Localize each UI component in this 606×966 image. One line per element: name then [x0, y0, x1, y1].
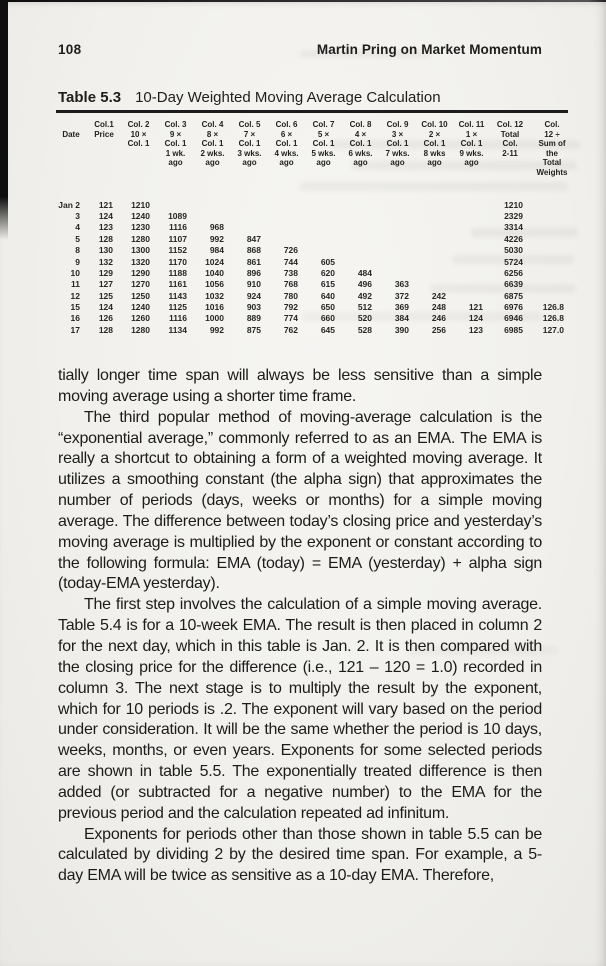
table-cell: 4226	[504, 233, 523, 244]
table-cell: 8	[75, 245, 80, 256]
table-cell: 5	[75, 233, 80, 244]
scan-edge-top	[0, 0, 606, 2]
table-row	[54, 234, 574, 245]
table-row	[54, 302, 574, 313]
table-cell: 124	[98, 210, 113, 221]
table-cell: 125	[98, 290, 113, 301]
table-cell: 246	[431, 313, 446, 324]
table-cell: 12	[70, 290, 80, 301]
table-header-line: Col. 7	[312, 120, 335, 129]
table-cell: 1210	[504, 199, 523, 210]
table-cell: 126.8	[542, 302, 564, 313]
table-cell	[453, 279, 490, 290]
table-cell	[416, 268, 453, 279]
table-cell: 3314	[504, 222, 523, 233]
table-header-line: ago	[205, 158, 220, 168]
table-cell: 1250	[131, 290, 150, 301]
table-cell: 6639	[504, 279, 523, 290]
table-header-line: Col. 5	[238, 120, 261, 129]
table-title: 10-Day Weighted Moving Average Calculation	[135, 89, 441, 106]
table-header-line: 12 ÷	[544, 129, 560, 139]
table-header-line: Sum of	[538, 139, 566, 149]
table-cell: 1161	[168, 279, 187, 290]
table-cell: 924	[246, 290, 261, 301]
body-text	[58, 366, 542, 887]
table-cell: 744	[283, 256, 298, 267]
table-cell: 1230	[131, 222, 150, 233]
table-cell	[305, 200, 342, 211]
table-cell: 128	[98, 233, 113, 244]
table-cell: 5724	[504, 256, 523, 267]
table-cell: 4	[75, 222, 80, 233]
table-cell: 520	[357, 313, 372, 324]
table-cell	[453, 222, 490, 233]
table-header-line: ago	[279, 158, 294, 168]
table-cell: 1056	[205, 279, 224, 290]
table-cell: 124	[468, 313, 483, 324]
table-row	[54, 222, 574, 233]
table-cell: 1170	[168, 256, 187, 267]
table-cell: 650	[320, 302, 335, 313]
table-header-line: ago	[427, 158, 442, 168]
table-cell: 132	[98, 256, 113, 267]
table-cell	[453, 291, 490, 302]
table-cell: 492	[357, 290, 372, 301]
table-cell: 528	[357, 324, 372, 335]
table-cell	[342, 200, 379, 211]
table-cell	[157, 200, 194, 211]
table-cell: 640	[320, 290, 335, 301]
table-cell: 1000	[205, 313, 224, 324]
table-header-cell	[268, 120, 305, 178]
table-header-cell	[194, 120, 231, 178]
table-cell: 660	[320, 313, 335, 324]
table-cell: 792	[283, 302, 298, 313]
table-cell: 372	[394, 290, 409, 301]
table-cell	[379, 257, 416, 268]
table-cell	[453, 211, 490, 222]
table-header-cell	[453, 120, 490, 178]
table-cell: 1240	[131, 210, 150, 221]
table-header-line: 5 wks.	[311, 148, 336, 158]
table-cell: 256	[431, 324, 446, 335]
table-header-cell	[379, 120, 416, 178]
table-cell	[453, 200, 490, 211]
table-cell: 1032	[205, 290, 224, 301]
table-cell: 10	[70, 267, 80, 278]
table-cell: 512	[357, 302, 372, 313]
table-row	[54, 313, 574, 324]
table-cell: 615	[320, 279, 335, 290]
table-cell: 1270	[131, 279, 150, 290]
table-cell	[416, 200, 453, 211]
table-cell	[416, 234, 453, 245]
table-header-line: ago	[168, 158, 183, 168]
table-header-line: 3 wks.	[237, 148, 262, 158]
table-cell: 847	[246, 233, 261, 244]
table-header-line: 10 ×	[130, 129, 147, 139]
table-cell: 16	[70, 313, 80, 324]
table-cell: 1320	[131, 256, 150, 267]
paragraph: Exponents for periods other than those shown in table 5.5 can be calculated by dividing 2 by the desired time span. For example, a 5-day EMA will be twice as sensitive as a 10-day EMA. Therefore,	[58, 825, 542, 885]
table-header-cell	[342, 120, 379, 178]
table-header-line: Col. 1	[238, 139, 261, 149]
table-header-line: Col. 6	[275, 120, 298, 129]
table-cell: 1290	[131, 267, 150, 278]
table-header-line: 8 wks	[423, 148, 446, 158]
table-header-line	[54, 120, 88, 130]
table-cell: 984	[209, 245, 224, 256]
table-header-cell	[88, 120, 120, 178]
table-header-line: Col. 1	[423, 139, 446, 149]
table-cell: 861	[246, 256, 261, 267]
table-header-line: 7 ×	[243, 129, 256, 139]
table-cell	[416, 211, 453, 222]
table-cell: 1210	[131, 199, 150, 210]
table-header-line: the	[546, 148, 558, 158]
table-cell: 1116	[169, 313, 187, 324]
table-cell	[530, 291, 574, 302]
table-cell: 620	[320, 267, 335, 278]
table-header-line: Col. 10	[421, 120, 448, 129]
table-cell	[305, 222, 342, 233]
running-head-title: Martin Pring on Market Momentum	[316, 42, 542, 57]
table-cell: 875	[246, 324, 261, 335]
table-cell	[342, 257, 379, 268]
table-row	[54, 211, 574, 222]
table-cell	[453, 257, 490, 268]
table-cell: 496	[357, 279, 372, 290]
table-cell: 868	[246, 245, 261, 256]
table-header-cell	[157, 120, 194, 178]
table-cell: 128	[98, 324, 113, 335]
table-cell: 129	[98, 267, 113, 278]
table-header-line: Col.1	[94, 120, 114, 129]
table-cell: 6875	[504, 290, 523, 301]
table-header-line: 1 wk.	[165, 148, 186, 158]
table-cell	[416, 257, 453, 268]
table-cell: 3	[75, 210, 80, 221]
table-cell	[379, 222, 416, 233]
table-header-line: Col. 9	[386, 120, 409, 129]
table-cell	[268, 211, 305, 222]
table-cell	[530, 211, 574, 222]
table-header-line: 4 wks.	[274, 148, 299, 158]
table-row	[54, 257, 574, 268]
table-header-line: 9 ×	[169, 129, 182, 139]
table-header-row	[54, 120, 574, 178]
table-header-line: 1 ×	[465, 129, 478, 139]
table-cell: 1280	[131, 324, 150, 335]
table-top-rule	[56, 110, 568, 113]
table-body	[54, 200, 574, 337]
table-cell: 889	[246, 313, 261, 324]
table-cell	[231, 211, 268, 222]
table-cell: 6256	[504, 267, 523, 278]
table-header-line: ago	[242, 158, 257, 168]
table-cell	[379, 268, 416, 279]
table-cell: 123	[468, 324, 483, 335]
table-cell	[231, 222, 268, 233]
table-cell: 605	[320, 256, 335, 267]
table-row	[54, 245, 574, 256]
paragraph: The third popular method of moving-average calculation is the “exponential average,” commonly referred to as an EMA. The EMA is really a shortcut to obtaining a form of a weighted moving average. It utilizes a smoothing constant (the alpha sign) that approximates the number of periods (days, weeks or months) for a simple moving average. The difference between today’s closing price and yesterday’s moving average is multiplied by the exponent or constant according to the following formula: EMA (today) = EMA (yesterday) + alpha sign (today-EMA yesterday).	[58, 408, 542, 593]
table-row	[54, 200, 574, 211]
table-cell: 126.8	[542, 313, 564, 324]
table-header-line: Col. 3	[164, 120, 187, 129]
table-cell: 17	[70, 324, 80, 335]
table-header-line: ago	[316, 158, 331, 168]
table-cell	[305, 234, 342, 245]
table-cell: 127.0	[542, 324, 564, 335]
table-header-line: 5 ×	[317, 129, 330, 139]
table-header-line: ago	[464, 158, 479, 168]
table-cell: Jan 2	[58, 199, 80, 210]
table-cell	[305, 211, 342, 222]
table-cell	[268, 234, 305, 245]
table-cell: 1143	[168, 290, 187, 301]
table-cell: 11	[71, 279, 80, 290]
table-cell: 780	[283, 290, 298, 301]
table-cell: 127	[98, 279, 113, 290]
table-cell: 1188	[168, 267, 187, 278]
table-header-line: ago	[353, 158, 368, 168]
table-cell: 6976	[504, 302, 523, 313]
paragraph: tially longer time span will always be less sensitive than a simple moving average using a shorter time frame.	[58, 367, 542, 405]
table-cell	[530, 200, 574, 211]
table-cell	[268, 200, 305, 211]
table-cell: 896	[246, 267, 261, 278]
table-cell: 5030	[504, 245, 523, 256]
table-cell: 390	[394, 324, 409, 335]
table-cell	[342, 211, 379, 222]
table-header-cell	[416, 120, 453, 178]
table-header-line: Col. 1	[275, 139, 298, 149]
table-header-line: Date	[62, 129, 80, 139]
table-header-line: 3 ×	[391, 129, 404, 139]
table-cell: 726	[283, 245, 298, 256]
table-cell	[379, 200, 416, 211]
table-cell	[268, 222, 305, 233]
table-header-line: Col. 1	[312, 139, 335, 149]
table-header-line: 8 ×	[206, 129, 219, 139]
table-cell: 738	[283, 267, 298, 278]
table-header-line: 4 ×	[354, 129, 367, 139]
table-header-line: Weights	[536, 167, 568, 177]
wma-table	[54, 120, 574, 336]
table-header-line: Col. 1	[201, 139, 224, 149]
table-cell: 1107	[168, 233, 187, 244]
table-header-line: Col. 4	[201, 120, 224, 129]
table-heading	[58, 89, 441, 106]
scan-edge-left	[0, 0, 8, 240]
table-cell: 645	[320, 324, 335, 335]
table-cell	[342, 234, 379, 245]
table-header-line: 2 wks.	[200, 148, 225, 158]
table-cell: 124	[98, 302, 113, 313]
table-cell	[453, 268, 490, 279]
table-cell: 384	[394, 313, 409, 324]
table-cell	[453, 245, 490, 256]
table-cell: 1152	[168, 245, 187, 256]
table-header-line: 2 ×	[428, 129, 441, 139]
table-header-line: Total	[500, 129, 520, 139]
table-row	[54, 325, 574, 336]
running-header	[58, 42, 542, 57]
table-cell: 992	[209, 233, 224, 244]
table-header-cell	[231, 120, 268, 178]
table-cell: 1116	[169, 222, 187, 233]
table-cell: 1300	[131, 245, 150, 256]
table-label: Table 5.3	[58, 89, 122, 106]
table-header-line: Col. 8	[349, 120, 372, 129]
table-cell: 1260	[131, 313, 150, 324]
table-cell: 369	[394, 302, 409, 313]
table-cell: 992	[209, 324, 224, 335]
table-cell: 968	[209, 222, 224, 233]
table-cell: 762	[283, 324, 298, 335]
table-header-line: Col. 1	[460, 139, 483, 149]
table-cell: 1280	[131, 233, 150, 244]
table-cell: 768	[283, 279, 298, 290]
table-cell: 6946	[504, 313, 523, 324]
table-cell	[530, 234, 574, 245]
table-cell	[194, 211, 231, 222]
table-cell: 123	[98, 222, 113, 233]
table-cell	[416, 245, 453, 256]
table-header-cell	[54, 120, 88, 178]
table-header-line: Col. 1	[127, 139, 150, 149]
table-cell	[530, 257, 574, 268]
table-cell	[530, 222, 574, 233]
table-header-line: 9 wks.	[459, 148, 484, 158]
table-cell: 6985	[504, 324, 523, 335]
table-header-cell	[120, 120, 157, 178]
table-cell	[416, 222, 453, 233]
table-header-line: Price	[94, 129, 114, 139]
table-cell: 1024	[205, 256, 224, 267]
table-header-line: Col.	[502, 139, 518, 149]
table-cell: 121	[98, 199, 113, 210]
table-cell	[530, 245, 574, 256]
table-cell: 1016	[205, 302, 224, 313]
table-header-line: Col. 1	[349, 139, 372, 149]
table-cell: 121	[468, 302, 483, 313]
table-cell: 2329	[504, 210, 523, 221]
table-cell: 248	[431, 302, 446, 313]
table-header-line: 6 wks.	[348, 148, 373, 158]
table-header-line: 2-11	[502, 148, 518, 158]
table-cell	[379, 211, 416, 222]
table-cell	[379, 245, 416, 256]
table-cell	[342, 245, 379, 256]
page-number: 108	[58, 42, 82, 57]
table-cell: 1089	[168, 210, 187, 221]
table-cell	[379, 234, 416, 245]
table-cell: 130	[98, 245, 113, 256]
table-header-line: Col. 12	[496, 120, 524, 129]
table-header-cell	[490, 120, 530, 178]
table-cell: 910	[246, 279, 261, 290]
table-cell: 15	[70, 302, 80, 313]
table-header-line: Col. 1	[164, 139, 187, 149]
table-header-line: Col. 11	[458, 120, 485, 129]
table-cell: 9	[75, 256, 80, 267]
table-cell	[530, 268, 574, 279]
table-row	[54, 279, 574, 290]
table-header-line: Col.	[544, 120, 560, 129]
table-cell: 363	[394, 279, 409, 290]
table-header-line: Col. 1	[386, 139, 409, 149]
table-header-line: 6 ×	[280, 129, 293, 139]
table-cell: 126	[98, 313, 113, 324]
table-header-cell	[305, 120, 342, 178]
paragraph: The first step involves the calculation of a simple moving average. Table 5.4 is for a 10-week EMA. The result is then placed in column 2 for the next day, which in this table is Jan. 2. It is then compared with the closing price for the difference (i.e., 121 – 120 = 1.0) recorded in column 3. The next stage is to multiply the result by the exponent, which for 10 periods is .2. The exponent will vary based on the period under consideration. It will be the same whether the period is 10 days, weeks, months, or even years. Exponents for some selected periods are shown in table 5.5. The exponentially treated difference is then added (or subtracted for a negative number) to the EMA for the previous period and the calculation repeated ad infinitum.	[58, 596, 542, 822]
table-cell: 1240	[131, 302, 150, 313]
table-cell: 242	[431, 290, 446, 301]
table-cell	[453, 234, 490, 245]
table-cell	[342, 222, 379, 233]
table-header-line: Total	[542, 158, 562, 168]
table-row	[54, 268, 574, 279]
table-header-line: 7 wks.	[385, 148, 410, 158]
table-cell	[416, 279, 453, 290]
table-cell	[231, 200, 268, 211]
table-row	[54, 291, 574, 302]
table-cell: 484	[357, 267, 372, 278]
table-cell: 774	[283, 313, 298, 324]
table-cell	[530, 279, 574, 290]
table-cell: 903	[246, 302, 261, 313]
table-cell	[194, 200, 231, 211]
table-cell	[305, 245, 342, 256]
table-cell: 1134	[168, 324, 187, 335]
table-header-line: ago	[390, 158, 405, 168]
table-cell: 1040	[205, 267, 224, 278]
table-header-line: Col. 2	[127, 120, 150, 129]
table-header-cell	[530, 120, 574, 178]
table-cell: 1125	[168, 302, 187, 313]
